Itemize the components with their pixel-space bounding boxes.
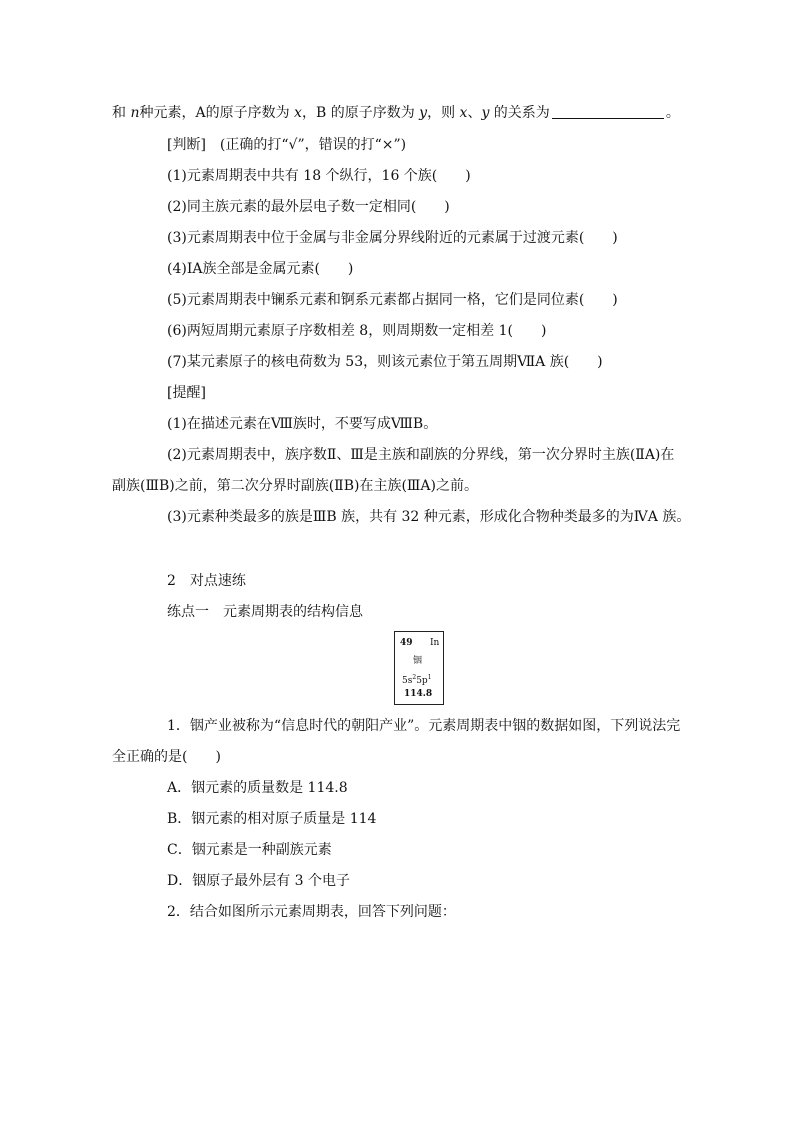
var-n: n xyxy=(130,105,140,121)
tip-item: (1)在描述元素在Ⅷ族时，不要写成ⅧB。 xyxy=(167,416,438,432)
question-1-stem: 1．铟产业被称为“信息时代的朝阳产业”。元素周期表中铟的数据如图，下列说法完 xyxy=(167,718,681,734)
judge-item: (7)某元素原子的核电荷数为 53，则该元素位于第五周期ⅦA 族( ) xyxy=(167,354,603,370)
var-x-2: x xyxy=(459,105,468,121)
config-sup: 1 xyxy=(427,674,432,681)
judge-item: (3)元素周期表中位于金属与非金属分界线附近的元素属于过渡元素( ) xyxy=(167,230,618,246)
option-a[interactable]: A．铟元素的质量数是 114.8 xyxy=(167,780,348,796)
tip-item: (2)元素周期表中，族序数Ⅱ、Ⅲ是主族和副族的分界线，第一次分界时主族(ⅡA)在 xyxy=(167,447,675,463)
intro-text-1: 和 xyxy=(112,105,131,121)
config-part: 5p xyxy=(416,676,428,686)
config-sup: 2 xyxy=(412,674,417,681)
var-y-2: y xyxy=(481,105,490,121)
option-d[interactable]: D．铟原子最外层有 3 个电子 xyxy=(167,873,351,889)
intro-text-2: 种元素，A的原子序数为 xyxy=(139,105,295,121)
practice-point-title: 练点一 元素周期表的结构信息 xyxy=(167,604,363,620)
judge-item: (6)两短周期元素原子序数相差 8，则周期数一定相差 1( ) xyxy=(167,323,547,339)
intro-text-4: ，则 xyxy=(427,105,460,121)
config-part: 5s xyxy=(402,676,413,686)
judge-item: (1)元素周期表中共有 18 个纵行，16 个族( ) xyxy=(167,168,471,184)
option-c[interactable]: C．铟元素是一种副族元素 xyxy=(167,842,332,858)
section-title: 2 对点速练 xyxy=(167,573,246,589)
intro-text-5: 、 xyxy=(467,105,482,121)
atomic-mass: 114.8 xyxy=(404,689,433,699)
judge-item: (5)元素周期表中镧系元素和锕系元素都占据同一格，它们是同位素( ) xyxy=(167,292,618,308)
option-b[interactable]: B．铟元素的相对原子质量是 114 xyxy=(167,811,377,827)
judge-heading: [判断] (正确的打“√”，错误的打“×”) xyxy=(167,137,407,153)
judge-item: (4)ⅠA族全部是金属元素( ) xyxy=(167,261,354,277)
tips-heading: [提醒] xyxy=(167,385,206,401)
intro-line xyxy=(112,104,680,122)
var-y: y xyxy=(419,105,428,121)
element-name: 铟 xyxy=(413,656,423,666)
var-x: x xyxy=(294,105,302,121)
element-symbol: In xyxy=(430,638,440,648)
answer-blank[interactable] xyxy=(552,104,664,119)
electron-config xyxy=(402,672,432,687)
intro-text-3: ，B 的原子序数为 xyxy=(301,105,420,121)
tip-item: 副族(ⅢB)之前，第二次分界时副族(ⅡB)在主族(ⅢA)之前。 xyxy=(112,478,478,494)
atomic-number: 49 xyxy=(400,638,413,648)
intro-text-7: 。 xyxy=(665,105,680,121)
element-card xyxy=(394,631,444,705)
judge-item: (2)同主族元素的最外层电子数一定相同( ) xyxy=(167,199,450,215)
tip-item: (3)元素种类最多的族是ⅢB 族，共有 32 种元素，形成化合物种类最多的为ⅣA 族。 xyxy=(167,509,691,525)
question-1-stem-cont: 全正确的是( ) xyxy=(112,749,221,765)
intro-text-6: 的关系为 xyxy=(489,105,550,121)
question-2-stem: 2．结合如图所示元素周期表，回答下列问题： xyxy=(167,904,456,920)
